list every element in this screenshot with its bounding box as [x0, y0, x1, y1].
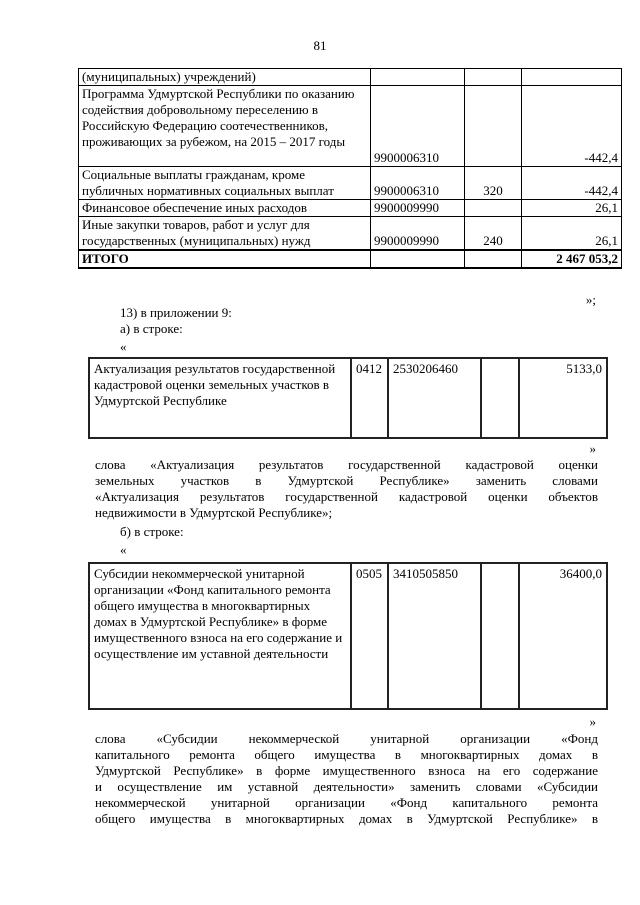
paragraph-line: капитального ремонта общего имущества в многоквартирных домах в: [95, 747, 598, 762]
total-amount: 2 467 053,2: [522, 250, 622, 268]
row-amount: 5133,0: [519, 358, 607, 438]
open-quote-a: «: [120, 339, 127, 354]
row-vr: [481, 563, 519, 709]
row-vr: [465, 200, 522, 217]
paragraph-line: и осуществление им уставной деятельности» заменить словами «Субсидии: [95, 779, 598, 794]
total-code: [371, 250, 465, 268]
table-row: [89, 563, 607, 709]
row-name: (муниципальных) учреждений): [79, 69, 371, 86]
row-section: 0505: [351, 563, 388, 709]
row-code: 2530206460: [388, 358, 481, 438]
paragraph-line: слова «Субсидии некоммерческой унитарной организации «Фонд: [95, 731, 598, 746]
row-name: Актуализация результатов государственной кадастровой оценки земельных участков в Удмуртской Республике: [89, 358, 351, 438]
row-name: Субсидии некоммерческой унитарной организации «Фонд капитального ремонта общего имущества в многоквартирных домах в Удмуртской Республике» в форме имущественного взноса на его содержание и осуществление им уставной деятельности: [89, 563, 351, 709]
paragraph-line: Удмуртской Республике» в форме имущественного взноса на его содержание: [95, 763, 598, 778]
page-number: 81: [313, 38, 327, 53]
paragraph-line: «Актуализация результатов государственной кадастровой оценки объектов: [95, 489, 598, 504]
row-amount: [522, 69, 622, 86]
paragraph-a: [95, 457, 598, 521]
paragraph-b: [95, 731, 598, 827]
table-row: [79, 86, 622, 167]
row-code: 9900006310: [371, 86, 465, 167]
row-vr: 320: [465, 167, 522, 200]
replacement-row-a: [88, 357, 608, 439]
row-section: 0412: [351, 358, 388, 438]
row-vr: [465, 69, 522, 86]
row-amount: -442,4: [522, 86, 622, 167]
close-quote-b: »: [589, 714, 596, 729]
paragraph-line: земельных участков в Удмуртской Республике» заменить словами: [95, 473, 598, 488]
paragraph-line: некоммерческой унитарной организации «Фонд капитального ремонта: [95, 795, 598, 810]
budget-table: [78, 68, 622, 269]
row-amount: -442,4: [522, 167, 622, 200]
total-row: [79, 250, 622, 268]
row-code: 9900009990: [371, 200, 465, 217]
table-row: [79, 167, 622, 200]
table-row: [79, 217, 622, 251]
row-name: Социальные выплаты гражданам, кроме публичных нормативных социальных выплат: [79, 167, 371, 200]
row-code: 9900009990: [371, 217, 465, 251]
row-name: Финансовое обеспечение иных расходов: [79, 200, 371, 217]
close-quote-semicolon: »;: [585, 292, 596, 307]
row-name: Программа Удмуртской Республики по оказанию содействия добровольному переселению в Российскую Федерацию соотечественников, проживающих за рубежом, на 2015 – 2017 годы: [79, 86, 371, 167]
row-amount: 26,1: [522, 200, 622, 217]
replacement-row-b: [88, 562, 608, 710]
row-code: [371, 69, 465, 86]
close-quote-a: »: [589, 441, 596, 456]
paragraph-line: недвижимости в Удмуртской Республике»;: [95, 505, 333, 520]
table-row: [79, 69, 622, 86]
total-vr: [465, 250, 522, 268]
row-amount: 36400,0: [519, 563, 607, 709]
sub-a-heading: а) в строке:: [120, 321, 183, 336]
row-vr: [481, 358, 519, 438]
item-13-heading: 13) в приложении 9:: [120, 305, 232, 320]
table-row: [79, 200, 622, 217]
total-label: ИТОГО: [79, 250, 371, 268]
row-vr: [465, 86, 522, 167]
paragraph-line: слова «Актуализация результатов государственной кадастровой оценки: [95, 457, 598, 472]
row-amount: 26,1: [522, 217, 622, 251]
sub-b-heading: б) в строке:: [120, 524, 184, 539]
open-quote-b: «: [120, 542, 127, 557]
row-code: 3410505850: [388, 563, 481, 709]
paragraph-line: общего имущества в многоквартирных домах в Удмуртской Республике» в: [95, 811, 598, 826]
row-vr: 240: [465, 217, 522, 251]
row-code: 9900006310: [371, 167, 465, 200]
table-row: [89, 358, 607, 438]
row-name: Иные закупки товаров, работ и услуг для государственных (муниципальных) нужд: [79, 217, 371, 251]
